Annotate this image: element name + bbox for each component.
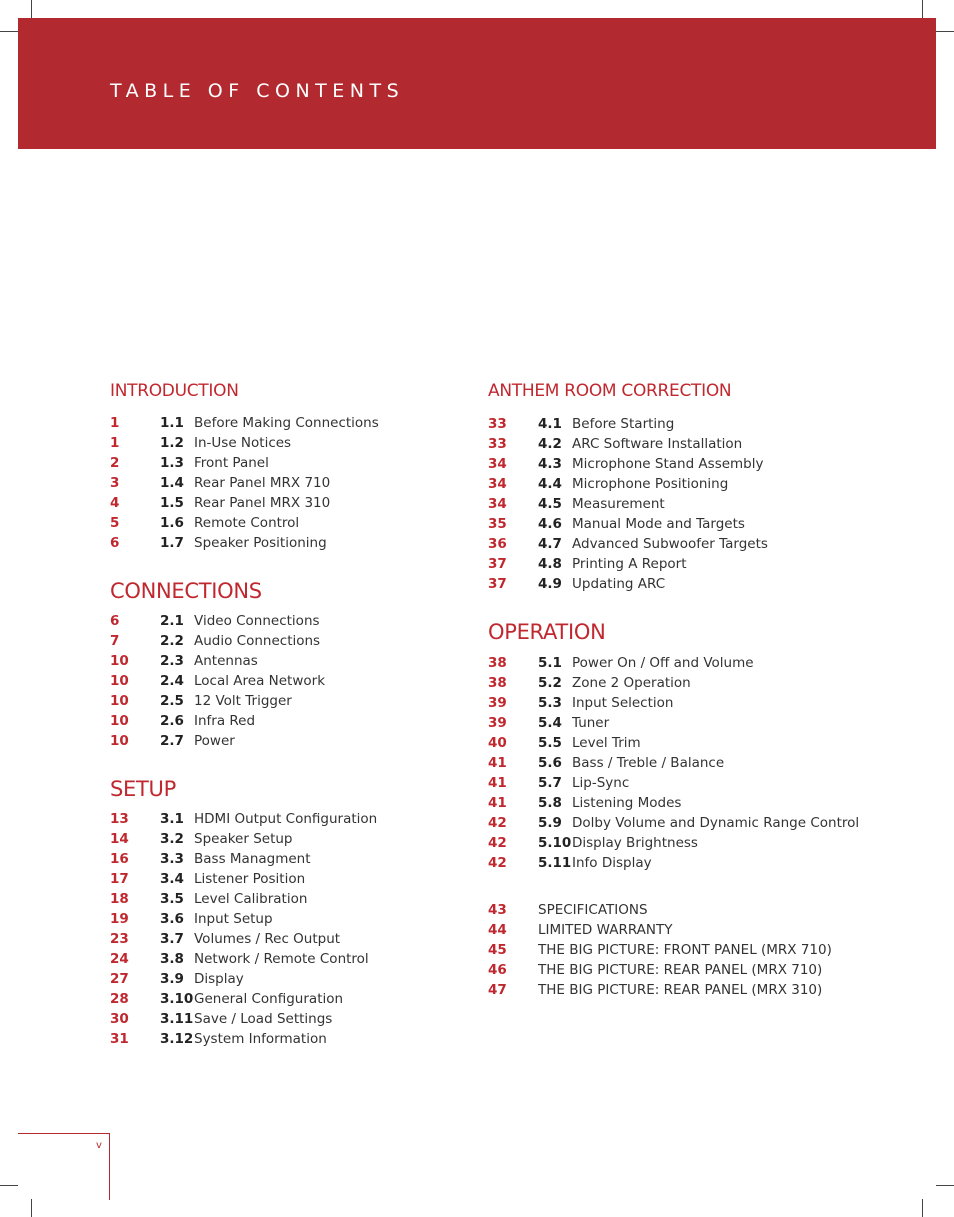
section-number: 1.7 [160,535,184,551]
section-number: 4.5 [538,496,562,512]
section-number: 2.2 [160,633,184,649]
section-number: 4.6 [538,516,562,532]
section-number: 2.3 [160,653,184,669]
toc-entry[interactable] [488,554,928,574]
toc-entry[interactable] [110,533,550,553]
entry-label: Zone 2 Operation [572,675,691,691]
toc-entry[interactable] [110,413,550,433]
entry-label: Info Display [572,855,652,871]
section-number: 3.8 [160,951,184,967]
page-number: 17 [110,871,129,887]
section-number: 4.1 [538,416,562,432]
page-number: 36 [488,536,507,552]
entry-label: Remote Control [194,515,300,531]
toc-entry[interactable] [110,969,550,989]
toc-entry[interactable] [110,513,550,533]
toc-entry[interactable] [488,414,928,434]
toc-entry[interactable] [110,731,550,751]
page-number: 24 [110,951,129,967]
entry-label: Manual Mode and Targets [572,516,745,532]
entry-label: Microphone Positioning [572,476,729,492]
entry-label: Antennas [194,653,258,669]
toc-list [488,900,928,1000]
toc-entry[interactable] [488,900,928,920]
section-number: 3.1 [160,811,184,827]
toc-entry[interactable] [488,574,928,594]
page-number: 31 [110,1031,129,1047]
page-number: 39 [488,695,507,711]
page-number: 39 [488,715,507,731]
entry-label: Dolby Volume and Dynamic Range Control [572,815,860,831]
page-number: 27 [110,971,129,987]
toc-entry[interactable] [110,929,550,949]
toc-entry[interactable] [110,611,550,631]
header-banner [18,18,936,149]
page-folio: v [96,1140,102,1151]
entry-label: 12 Volt Trigger [194,693,292,709]
toc-entry[interactable] [110,1029,550,1049]
page-number: 37 [488,576,507,592]
crop-mark [936,1185,954,1186]
toc-entry[interactable] [110,671,550,691]
entry-label: System Information [194,1031,327,1047]
page-number: 38 [488,675,507,691]
toc-entry[interactable] [488,773,928,793]
entry-label: Video Connections [194,613,320,629]
entry-label: Input Setup [194,911,273,927]
toc-entry[interactable] [488,673,928,693]
entry-label: Listener Position [194,871,306,887]
toc-entry[interactable] [488,713,928,733]
page-number: 10 [110,673,129,689]
toc-entry[interactable] [488,813,928,833]
toc-entry[interactable] [488,920,928,940]
page-number: 4 [110,495,120,511]
entry-label: Rear Panel MRX 310 [194,495,331,511]
page-number: 13 [110,811,129,827]
entry-label: Advanced Subwoofer Targets [572,536,768,552]
entry-label: Updating ARC [572,576,666,592]
page-number: 5 [110,515,120,531]
entry-label: Speaker Positioning [194,535,327,551]
page-number: 1 [110,435,120,451]
entry-label: In-Use Notices [194,435,292,451]
entry-label: Input Selection [572,695,674,711]
toc-section-connections [110,576,550,751]
crop-mark [922,1199,923,1217]
page-number: 10 [110,733,129,749]
toc-list [110,413,550,553]
entry-label: Infra Red [194,713,256,729]
page-number: 18 [110,891,129,907]
toc-entry[interactable] [110,651,550,671]
toc-left-column [110,378,550,1049]
page-number: 42 [488,815,507,831]
section-number: 4.4 [538,476,562,492]
page-number: 42 [488,855,507,871]
entry-label: Bass / Treble / Balance [572,755,725,771]
section-number: 4.7 [538,536,562,552]
section-number: 3.7 [160,931,184,947]
toc-entry[interactable] [110,989,550,1009]
section-number: 2.6 [160,713,184,729]
entry-label: LIMITED WARRANTY [538,922,673,938]
section-number: 2.1 [160,613,184,629]
entry-label: Display [194,971,244,987]
crop-mark [0,31,18,32]
page-number: 16 [110,851,129,867]
toc-entry[interactable] [488,474,928,494]
page-number: 38 [488,655,507,671]
section-number: 5.8 [538,795,562,811]
page-number: 1 [110,415,120,431]
section-number: 2.4 [160,673,184,689]
page-number: 45 [488,942,507,958]
section-number: 3.12 [160,1031,194,1047]
section-number: 2.5 [160,693,184,709]
entry-label: THE BIG PICTURE: FRONT PANEL (MRX 710) [538,942,832,958]
page-number: 43 [488,902,507,918]
section-number: 5.9 [538,815,562,831]
toc-entry[interactable] [488,980,928,1000]
toc-entry[interactable] [110,433,550,453]
page-title: TABLE OF CONTENTS [110,80,405,102]
toc-entry[interactable] [110,453,550,473]
entry-label: Level Calibration [194,891,308,907]
crop-mark [31,1199,32,1217]
entry-label: Tuner [572,715,610,731]
page-number: 42 [488,835,507,851]
section-number: 3.6 [160,911,184,927]
page-number: 6 [110,535,120,551]
toc-entry[interactable] [110,869,550,889]
section-number: 3.11 [160,1011,194,1027]
section-number: 3.4 [160,871,184,887]
toc-entry[interactable] [488,494,928,514]
section-number: 5.2 [538,675,562,691]
section-number: 5.4 [538,715,562,731]
page-number: 14 [110,831,129,847]
page-number: 28 [110,991,129,1007]
entry-label: Power [194,733,235,749]
crop-mark [0,1185,18,1186]
section-number: 1.2 [160,435,184,451]
section-number: 5.6 [538,755,562,771]
toc-entry[interactable] [488,514,928,534]
toc-entry[interactable] [110,473,550,493]
page-number: 35 [488,516,507,532]
entry-label: THE BIG PICTURE: REAR PANEL (MRX 710) [538,962,823,978]
toc-entry[interactable] [488,534,928,554]
entry-label: Listening Modes [572,795,682,811]
entry-label: THE BIG PICTURE: REAR PANEL (MRX 310) [538,982,823,998]
toc-entry[interactable] [110,909,550,929]
entry-label: Network / Remote Control [194,951,369,967]
section-number: 5.1 [538,655,562,671]
page-number: 23 [110,931,129,947]
page-number: 6 [110,613,120,629]
page-number: 30 [110,1011,129,1027]
toc-list [110,809,550,1049]
section-number: 3.10 [160,991,194,1007]
crop-mark [936,31,954,32]
toc-entry[interactable] [488,753,928,773]
toc-list [488,414,928,594]
entry-label: Microphone Stand Assembly [572,456,764,472]
section-number: 5.5 [538,735,562,751]
toc-entry[interactable] [488,853,928,873]
toc-entry[interactable] [488,833,928,853]
toc-entry[interactable] [110,493,550,513]
section-number: 3.3 [160,851,184,867]
toc-entry[interactable] [110,711,550,731]
page-number: 41 [488,795,507,811]
toc-entry[interactable] [110,849,550,869]
section-number: 3.9 [160,971,184,987]
page-number: 41 [488,755,507,771]
toc-entry[interactable] [488,693,928,713]
toc-list [488,653,928,873]
entry-label: Lip-Sync [572,775,630,791]
crop-mark [922,0,923,18]
toc-entry[interactable] [110,631,550,651]
page-number: 7 [110,633,120,649]
page-number: 10 [110,653,129,669]
section-number: 3.5 [160,891,184,907]
crop-mark [31,0,32,18]
entry-label: HDMI Output Configuration [194,811,378,827]
section-number: 1.6 [160,515,184,531]
toc-entry[interactable] [110,691,550,711]
section-number: 5.7 [538,775,562,791]
footer-rule-vertical [109,1133,110,1200]
entry-label: Rear Panel MRX 710 [194,475,331,491]
section-number: 5.10 [538,835,572,851]
entry-label: Local Area Network [194,673,326,689]
section-number: 4.2 [538,436,562,452]
toc-section-operation [488,617,928,873]
toc-entry[interactable] [110,889,550,909]
toc-entry[interactable] [110,829,550,849]
page-number: 10 [110,693,129,709]
page-number: 44 [488,922,507,938]
page-number: 34 [488,476,507,492]
entry-label: Level Trim [572,735,641,751]
entry-label: Speaker Setup [194,831,293,847]
entry-label: Before Making Connections [194,415,379,431]
section-number: 5.11 [538,855,572,871]
section-title: CONNECTIONS [110,579,262,603]
toc-entry[interactable] [488,434,928,454]
page-number: 41 [488,775,507,791]
section-number: 1.3 [160,455,184,471]
section-number: 4.3 [538,456,562,472]
section-number: 1.4 [160,475,184,491]
page-number: 33 [488,436,507,452]
section-title: OPERATION [488,620,606,644]
entry-label: Measurement [572,496,665,512]
entry-label: Before Starting [572,416,675,432]
toc-entry[interactable] [110,809,550,829]
entry-label: General Configuration [194,991,344,1007]
toc-section-appendix [488,900,928,1000]
toc-section-introduction [110,378,550,553]
toc-right-column [488,378,928,1000]
section-title: ANTHEM ROOM CORRECTION [488,381,732,401]
page-number: 40 [488,735,507,751]
entry-label: SPECIFICATIONS [538,902,648,918]
toc-entry[interactable] [488,960,928,980]
page-number: 34 [488,496,507,512]
entry-label: Volumes / Rec Output [194,931,341,947]
toc-entry[interactable] [488,454,928,474]
entry-label: Power On / Off and Volume [572,655,754,671]
entry-label: Audio Connections [194,633,321,649]
section-title: INTRODUCTION [110,381,239,401]
toc-section-anthem-room-correction [488,378,928,594]
section-number: 1.1 [160,415,184,431]
toc-entry[interactable] [110,1009,550,1029]
page-number: 47 [488,982,507,998]
toc-list [110,611,550,751]
page-number: 34 [488,456,507,472]
toc-entry[interactable] [488,940,928,960]
toc-entry[interactable] [110,949,550,969]
page-number: 37 [488,556,507,572]
section-number: 3.2 [160,831,184,847]
section-title: SETUP [110,777,176,801]
section-number: 4.9 [538,576,562,592]
entry-label: Bass Managment [194,851,311,867]
page-number: 2 [110,455,120,471]
toc-entry[interactable] [488,793,928,813]
page-number: 19 [110,911,129,927]
section-number: 1.5 [160,495,184,511]
footer-rule [18,1133,109,1134]
entry-label: Save / Load Settings [194,1011,333,1027]
entry-label: ARC Software Installation [572,436,743,452]
toc-entry[interactable] [488,733,928,753]
section-number: 2.7 [160,733,184,749]
page-number: 46 [488,962,507,978]
toc-section-setup [110,774,550,1049]
entry-label: Front Panel [194,455,269,471]
section-number: 4.8 [538,556,562,572]
entry-label: Display Brightness [572,835,698,851]
page-number: 3 [110,475,120,491]
toc-entry[interactable] [488,653,928,673]
entry-label: Printing A Report [572,556,687,572]
page-number: 10 [110,713,129,729]
section-number: 5.3 [538,695,562,711]
page-number: 33 [488,416,507,432]
